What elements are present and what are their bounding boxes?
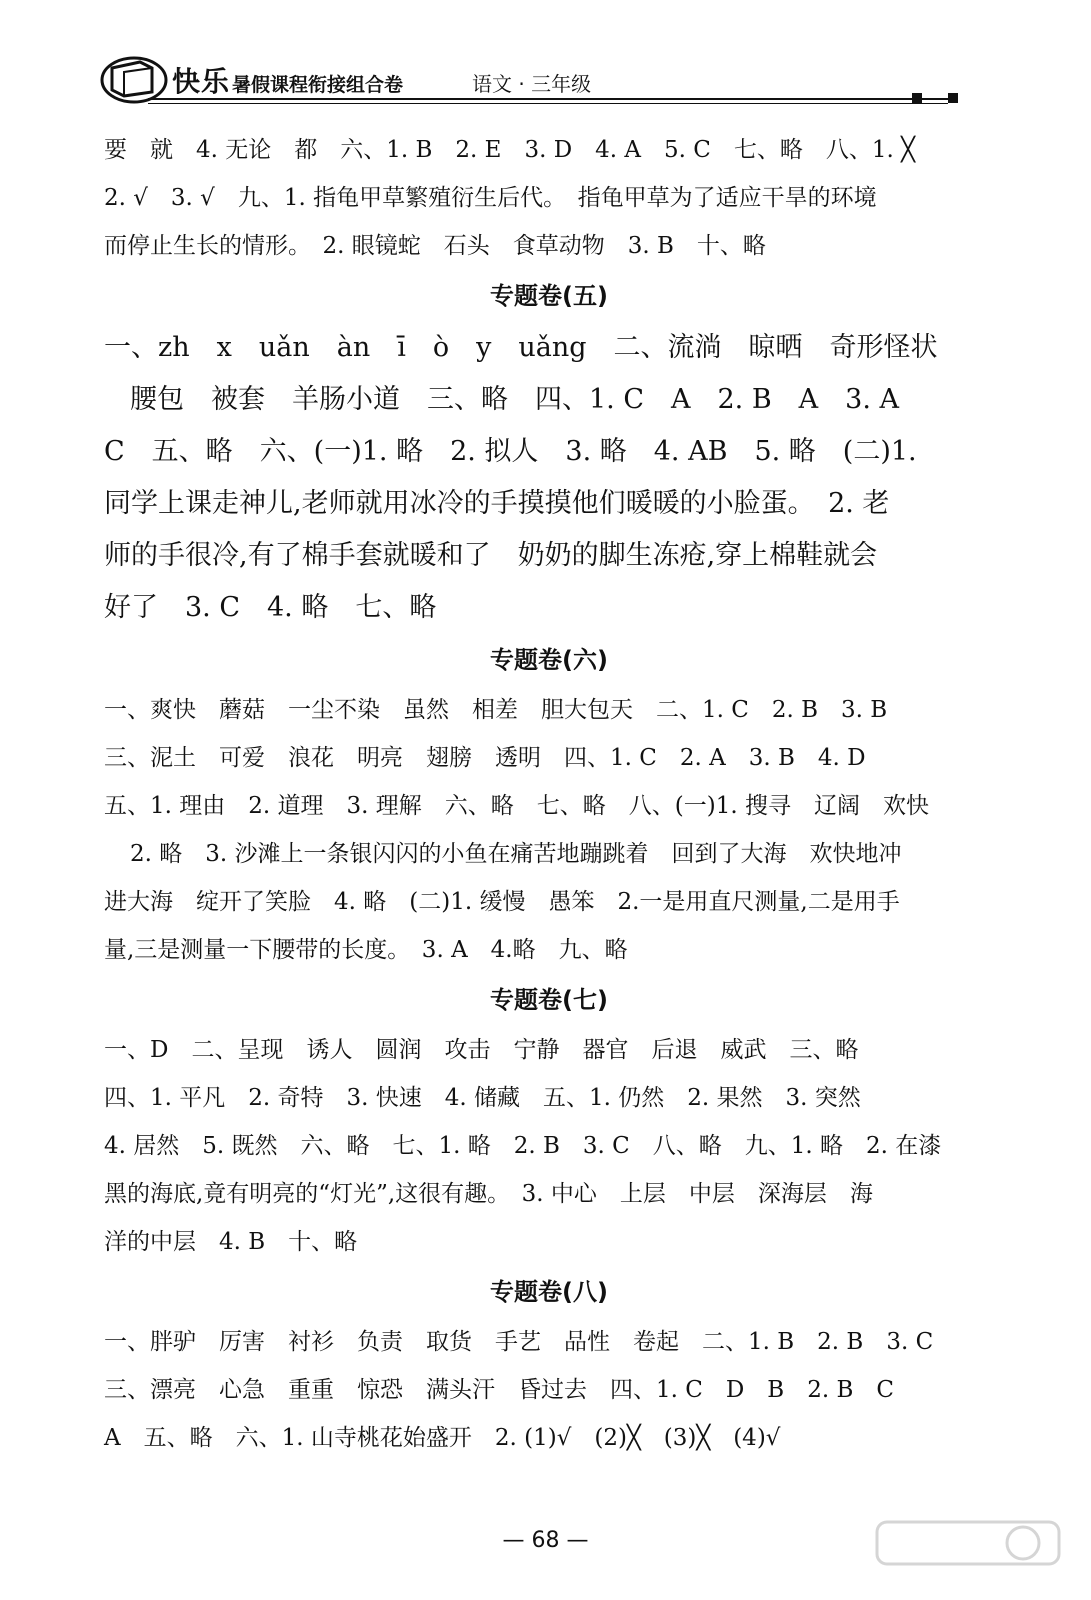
page-number: — 68 — bbox=[502, 1528, 589, 1553]
answer-line: A 五、略 六、1. 山寺桃花始盛开 2. (1)√ (2)╳ (3)╳ (4)√ bbox=[104, 1425, 781, 1451]
answer-line: 2. 略 3. 沙滩上一条银闪闪的小鱼在痛苦地蹦跳着 回到了大海 欢快地冲 bbox=[130, 841, 902, 867]
brand-title: 快乐 bbox=[172, 65, 231, 98]
answer-line: 2. √ 3. √ 九、1. 指龟甲草繁殖衍生后代。 指龟甲草为了适应干旱的环境 bbox=[104, 185, 877, 211]
answer-line: 洋的中层 4. B 十、略 bbox=[104, 1229, 358, 1255]
series-title: 暑假课程衔接组合卷 bbox=[232, 74, 404, 96]
answer-line: 腰包 被套 羊肠小道 三、略 四、1. C A 2. B A 3. A bbox=[130, 384, 900, 415]
answer-line: 师的手很冷,有了棉手套就暖和了 奶奶的脚生冻疮,穿上棉鞋就会 bbox=[104, 540, 878, 571]
watermark-logo-icon bbox=[873, 1518, 1063, 1588]
answer-line: C 五、略 六、(一)1. 略 2. 拟人 3. 略 4. AB 5. 略 (二)1. bbox=[104, 436, 917, 467]
answer-line: 一、D 二、呈现 诱人 圆润 攻击 宁静 器官 后退 威武 三、略 bbox=[104, 1037, 859, 1063]
answer-line: 量,三是测量一下腰带的长度。 3. A 4.略 九、略 bbox=[104, 937, 628, 963]
answer-line: 三、泥土 可爱 浪花 明亮 翅膀 透明 四、1. C 2. A 3. B 4. D bbox=[104, 745, 866, 771]
answer-line: 四、1. 平凡 2. 奇特 3. 快速 4. 储藏 五、1. 仍然 2. 果然 3. 突然 bbox=[104, 1085, 861, 1111]
square-icon bbox=[912, 93, 922, 103]
answer-line: 进大海 绽开了笑脸 4. 略 (二)1. 缓慢 愚笨 2.一是用直尺测量,二是用手 bbox=[104, 889, 900, 915]
section-title: 专题卷(五) bbox=[490, 282, 608, 310]
answer-line: 同学上课走神儿,老师就用冰冷的手摸摸他们暖暖的小脸蛋。 2. 老 bbox=[104, 488, 890, 519]
answer-line: 五、1. 理由 2. 道理 3. 理解 六、略 七、略 八、(一)1. 搜寻 辽阔 欢快 bbox=[104, 793, 929, 819]
answer-line: 一、爽快 蘑菇 一尘不染 虽然 相差 胆大包天 二、1. C 2. B 3. B bbox=[104, 697, 888, 723]
answer-line: 要 就 4. 无论 都 六、1. B 2. E 3. D 4. A 5. C 七、略 八、1. ╳ bbox=[104, 137, 915, 163]
answer-line: 黑的海底,竟有明亮的“灯光”,这很有趣。 3. 中心 上层 中层 深海层 海 bbox=[104, 1181, 873, 1207]
header-rule bbox=[148, 98, 948, 100]
answer-line: 三、漂亮 心急 重重 惊恐 满头汗 昏过去 四、1. C D B 2. B C bbox=[104, 1377, 894, 1403]
answer-line: 4. 居然 5. 既然 六、略 七、1. 略 2. B 3. C 八、略 九、1. 略 2. 在漆 bbox=[104, 1133, 942, 1159]
square-icon bbox=[948, 93, 958, 103]
section-title: 专题卷(八) bbox=[490, 1278, 608, 1306]
header-rule-thin bbox=[148, 103, 948, 104]
answer-line: 一、zh x uǎn àn ī ò y uǎng 二、流淌 晾晒 奇形怪状 bbox=[104, 332, 938, 363]
answer-key-body bbox=[104, 126, 994, 1462]
section-title: 专题卷(六) bbox=[490, 646, 608, 674]
section-title: 专题卷(七) bbox=[490, 986, 608, 1014]
answer-line: 而停止生长的情形。 2. 眼镜蛇 石头 食草动物 3. B 十、略 bbox=[104, 233, 766, 259]
answer-line: 一、胖驴 厉害 衬衫 负责 取货 手艺 品性 卷起 二、1. B 2. B 3. C bbox=[104, 1329, 934, 1355]
answer-line: 好了 3. C 4. 略 七、略 bbox=[104, 592, 437, 623]
page-header bbox=[96, 44, 986, 124]
subject-grade: 语文 · 三年级 bbox=[472, 72, 592, 96]
